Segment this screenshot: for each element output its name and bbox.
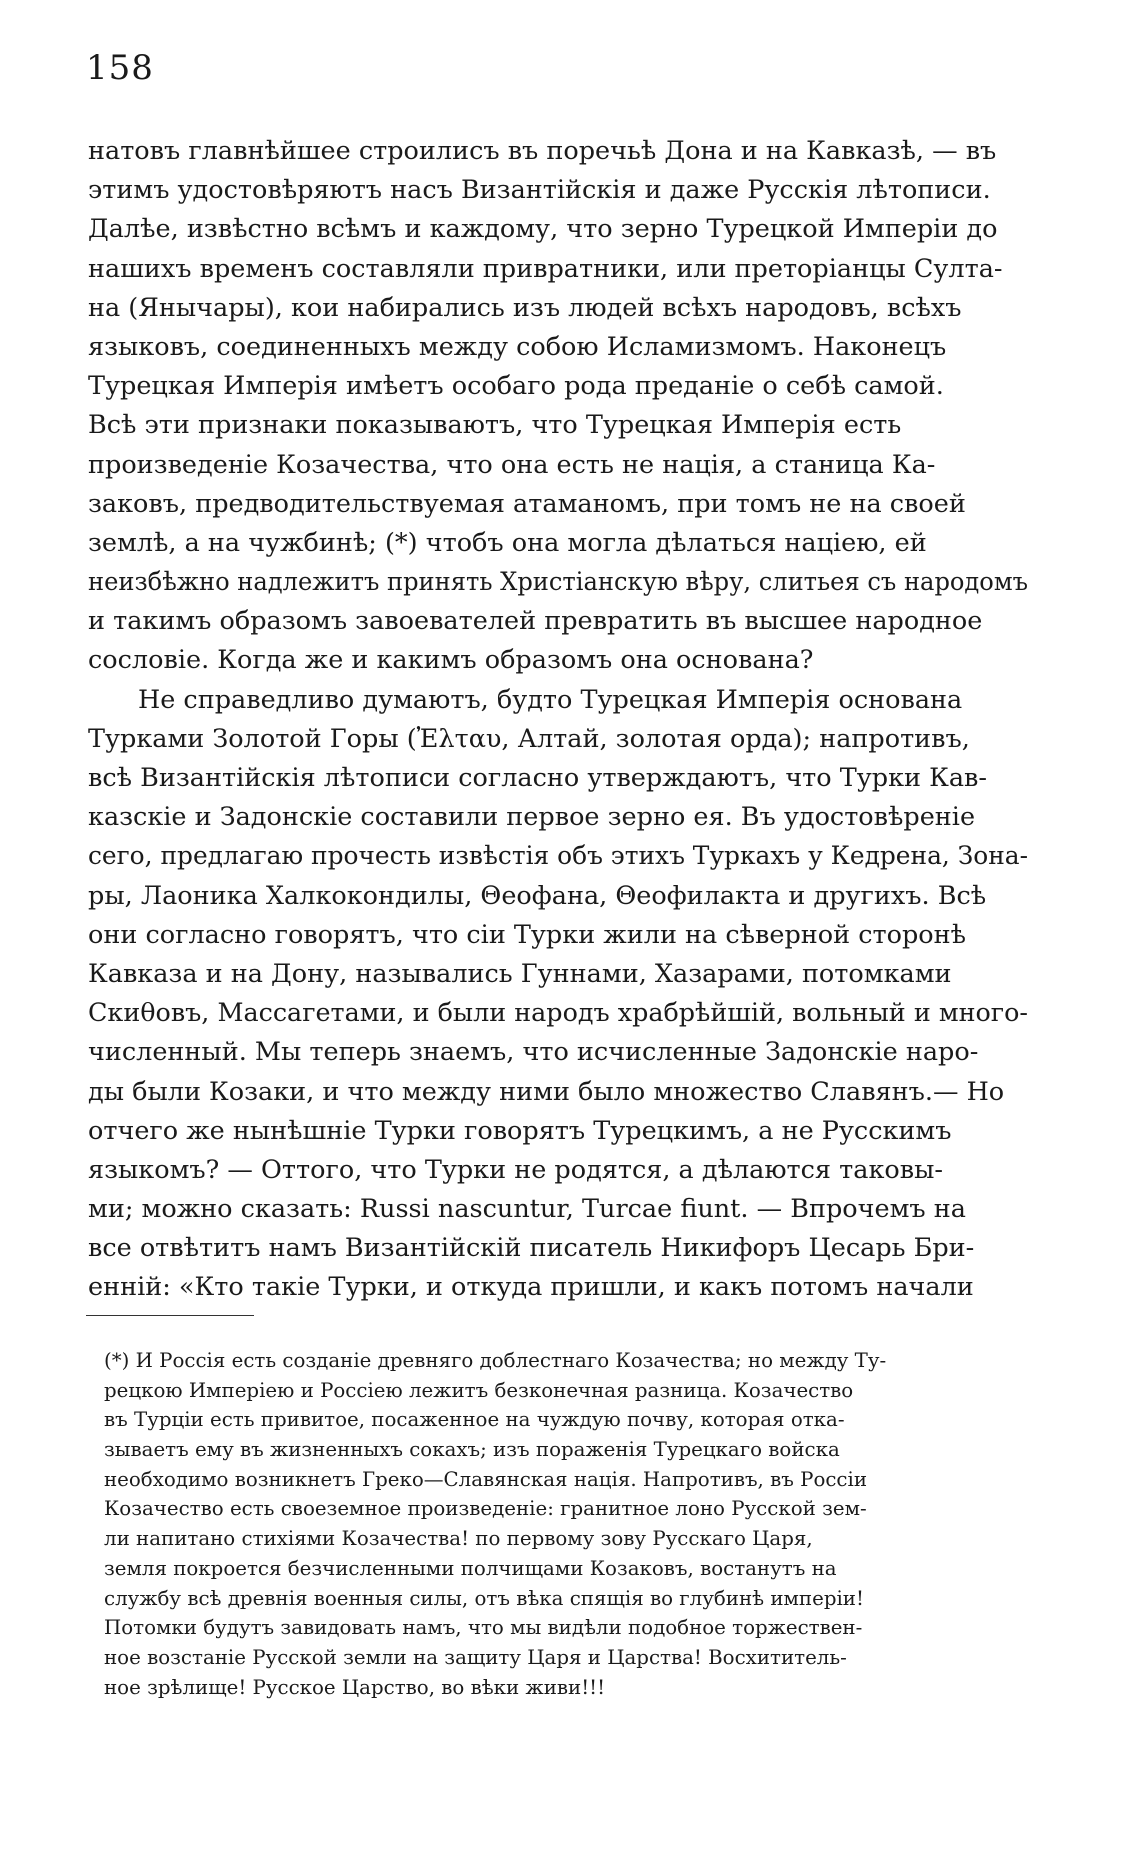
paragraph-start-line: Не справедливо думаютъ, будто Турецкая Имперія основана (138, 684, 963, 715)
text-line: Всѣ эти признаки показываютъ, что Турецкая Имперія есть (88, 410, 902, 441)
text-line: сего, предлагаю прочесть извѣстія объ этихъ Туркахъ у Кедрена, Зона- (88, 841, 1028, 872)
text-line: нашихъ временъ составляли привратники, или преторіанцы Султа- (88, 253, 1003, 284)
footnote-line: необходимо возникнетъ Греко—Славянская нація. Напротивъ, въ Россіи (104, 1467, 868, 1491)
footnote-line: Потомки будутъ завидовать намъ, что мы видѣли подобное торжествен- (104, 1616, 863, 1640)
text-line: Скиθовъ, Массагетами, и были народъ храбрѣйшій, вольный и много- (88, 998, 1028, 1029)
footnote-line: земля покроется безчисленными полчищами Козаковъ, востанутъ на (104, 1556, 837, 1580)
text-line: заковъ, предводительствуемая атаманомъ, при томъ не на своей (88, 488, 966, 519)
text-line: этимъ удостовѣряютъ насъ Византійскія и даже Русскія лѣтописи. (88, 175, 991, 206)
footnote-line: ли напитано стихіями Козачества! по первому зову Русскаго Царя, (104, 1527, 813, 1551)
text-line: ры, Лаоника Халкокондилы, Θеофана, Θеофилакта и другихъ. Всѣ (88, 880, 987, 911)
text-line: и такимъ образомъ завоевателей превратить въ высшее народное (88, 606, 983, 637)
footnote-line: въ Турціи есть привитое, посаженное на чуждую почву, которая отка- (104, 1408, 845, 1432)
text-line: все отвѣтитъ намъ Византійскій писатель Никифоръ Цесарь Бри- (88, 1233, 975, 1264)
text-line: ми; можно сказать: Russi nascuntur, Turcae fiunt. — Впрочемъ на (88, 1194, 966, 1225)
text-line: на (Янычары), кои набирались изъ людей всѣхъ народовъ, всѣхъ (88, 292, 962, 323)
text-line: неизбѣжно надлежитъ принять Христіанскую вѣру, слитьея съ народомъ (88, 567, 1028, 598)
footnote-line: (*) И Россія есть созданіе древняго доблестнаго Козачества; но между Ту- (104, 1349, 887, 1372)
text-line: казскіе и Задонскіе составили первое зерно ея. Въ удостовѣреніе (88, 802, 976, 833)
footnote-divider (86, 1315, 254, 1316)
footnote-line: зываетъ ему въ жизненныхъ сокахъ; изъ пораженія Турецкаго войска (104, 1438, 840, 1462)
text-line: Турками Золотой Горы (Ἐλταυ, Алтай, золотая орда); напротивъ, (88, 723, 970, 754)
text-line: ды были Козаки, и что между ними было множество Славянъ.— Но (88, 1076, 1005, 1107)
text-line: землѣ, а на чужбинѣ; (*) чтобъ она могла дѣлаться націею, ей (88, 527, 927, 558)
text-line: произведеніе Козачества, что она есть не нація, а станица Ка- (88, 449, 936, 480)
text-line: языкомъ? — Оттого, что Турки не родятся, а дѣлаются таковы- (88, 1154, 943, 1185)
text-line: отчего же нынѣшніе Турки говорятъ Турецкимъ, а не Русскимъ (88, 1115, 952, 1146)
footnote-block (104, 1346, 1024, 1702)
main-text-block (88, 132, 1028, 1308)
text-line: натовъ главнѣйшее строилисъ въ поречьѣ Дона и на Кавказѣ, — въ (88, 136, 997, 166)
text-line: Кавказа и на Дону, назывались Гуннами, Хазарами, потомками (88, 958, 952, 989)
text-line: численный. Мы теперь знаемъ, что исчисленные Задонскіе наро- (88, 1037, 979, 1068)
text-line: Далѣе, извѣстно всѣмъ и каждому, что зерно Турецкой Имперіи до (88, 214, 998, 245)
footnote-line: ное зрѣлище! Русское Царство, во вѣки живи!!! (104, 1675, 606, 1699)
text-line: Турецкая Имперія имѣетъ особаго рода преданіе о себѣ самой. (88, 371, 944, 402)
footnote-line: Козачество есть своеземное произведеніе: гранитное лоно Русской зем- (104, 1497, 867, 1521)
footnote-line: службу всѣ древнія военныя силы, отъ вѣка спящія во глубинѣ имперіи! (104, 1586, 864, 1610)
text-line: языковъ, соединенныхъ между собою Исламизмомъ. Наконецъ (88, 331, 947, 362)
page-number: 158 (86, 48, 154, 88)
text-line: сословіе. Когда же и какимъ образомъ она основана? (88, 645, 814, 676)
text-line: енній: «Кто такіе Турки, и откуда пришли, и какъ потомъ начали (88, 1272, 974, 1303)
text-line: всѣ Византійскія лѣтописи согласно утверждаютъ, что Турки Кав- (88, 763, 988, 793)
footnote-line: ное возстаніе Русской земли на защиту Царя и Царства! Восхититель- (104, 1645, 847, 1669)
footnote-line: рецкою Имперіею и Россіею лежитъ безконечная разница. Козачество (104, 1378, 854, 1402)
text-line: они согласно говорятъ, что сіи Турки жили на сѣверной сторонѣ (88, 919, 967, 950)
